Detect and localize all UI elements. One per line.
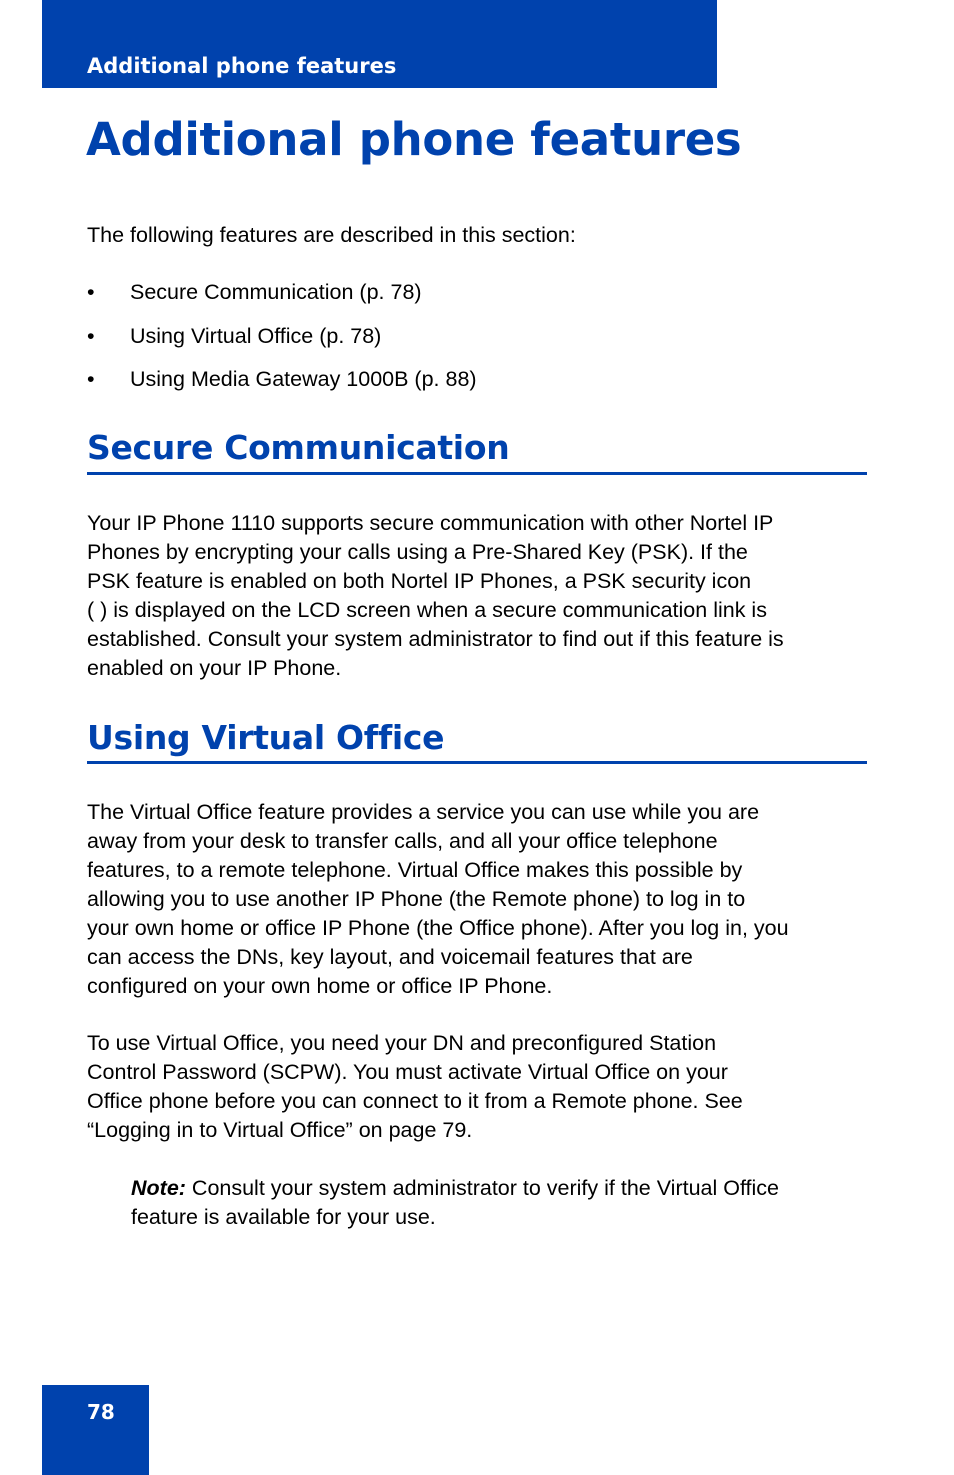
list-item-text: Using Virtual Office (p. 78) <box>130 323 382 348</box>
paragraph-line: features, to a remote telephone. Virtual Office makes this possible by <box>87 858 743 882</box>
note-text: Consult your system administrator to verify if the Virtual Office <box>185 1176 780 1200</box>
paragraph-line: PSK feature is enabled on both Nortel IP Phones, a PSK security icon <box>87 569 752 593</box>
secure-communication-heading: Secure Communication <box>87 428 510 467</box>
intro-text: The following features are described in this section: <box>87 223 576 247</box>
running-header-title: Additional phone features <box>87 54 397 78</box>
bullet-icon: • <box>87 280 95 304</box>
page-title: Additional phone features <box>86 113 742 166</box>
virtual-office-requirements-paragraph <box>87 1029 867 1145</box>
paragraph-line: enabled on your IP Phone. <box>87 656 342 680</box>
note-line: feature is available for your use. <box>131 1205 436 1229</box>
page-number: 78 <box>87 1400 115 1424</box>
footer-band <box>42 1385 149 1475</box>
virtual-office-paragraph <box>87 798 867 1001</box>
paragraph-line: your own home or office IP Phone (the Office phone). After you log in, you <box>87 916 789 940</box>
paragraph-line: established. Consult your system administrator to find out if this feature is <box>87 627 784 651</box>
paragraph-line: To use Virtual Office, you need your DN and preconfigured Station <box>87 1031 717 1055</box>
section-divider <box>87 761 867 764</box>
paragraph-line: “Logging in to Virtual Office” on page 79. <box>87 1118 473 1142</box>
list-item-text: Secure Communication (p. 78) <box>130 280 422 304</box>
list-item-text: Using Media Gateway 1000B (p. 88) <box>130 367 477 391</box>
bullet-icon: • <box>87 323 95 348</box>
header-band <box>42 0 717 88</box>
note-block <box>131 1174 871 1232</box>
paragraph-line: can access the DNs, key layout, and voicemail features that are <box>87 945 693 969</box>
bullet-icon: • <box>87 367 95 391</box>
paragraph-line: allowing you to use another IP Phone (the Remote phone) to log in to <box>87 887 746 911</box>
paragraph-line: away from your desk to transfer calls, and all your office telephone <box>87 829 718 853</box>
paragraph-line: Office phone before you can connect to it from a Remote phone. See <box>87 1089 743 1113</box>
section-divider <box>87 472 867 475</box>
virtual-office-heading: Using Virtual Office <box>87 718 445 757</box>
secure-communication-paragraph <box>87 509 867 683</box>
paragraph-line: Control Password (SCPW). You must activate Virtual Office on your <box>87 1060 728 1084</box>
note-line <box>131 1174 871 1203</box>
paragraph-line: Your IP Phone 1110 supports secure communication with other Nortel IP <box>87 511 774 535</box>
note-label: Note: <box>131 1176 186 1200</box>
paragraph-line: The Virtual Office feature provides a service you can use while you are <box>87 800 760 824</box>
paragraph-line: configured on your own home or office IP Phone. <box>87 974 553 998</box>
paragraph-line: ( ) is displayed on the LCD screen when a secure communication link is <box>87 598 767 622</box>
paragraph-line: Phones by encrypting your calls using a Pre-Shared Key (PSK). If the <box>87 540 748 564</box>
